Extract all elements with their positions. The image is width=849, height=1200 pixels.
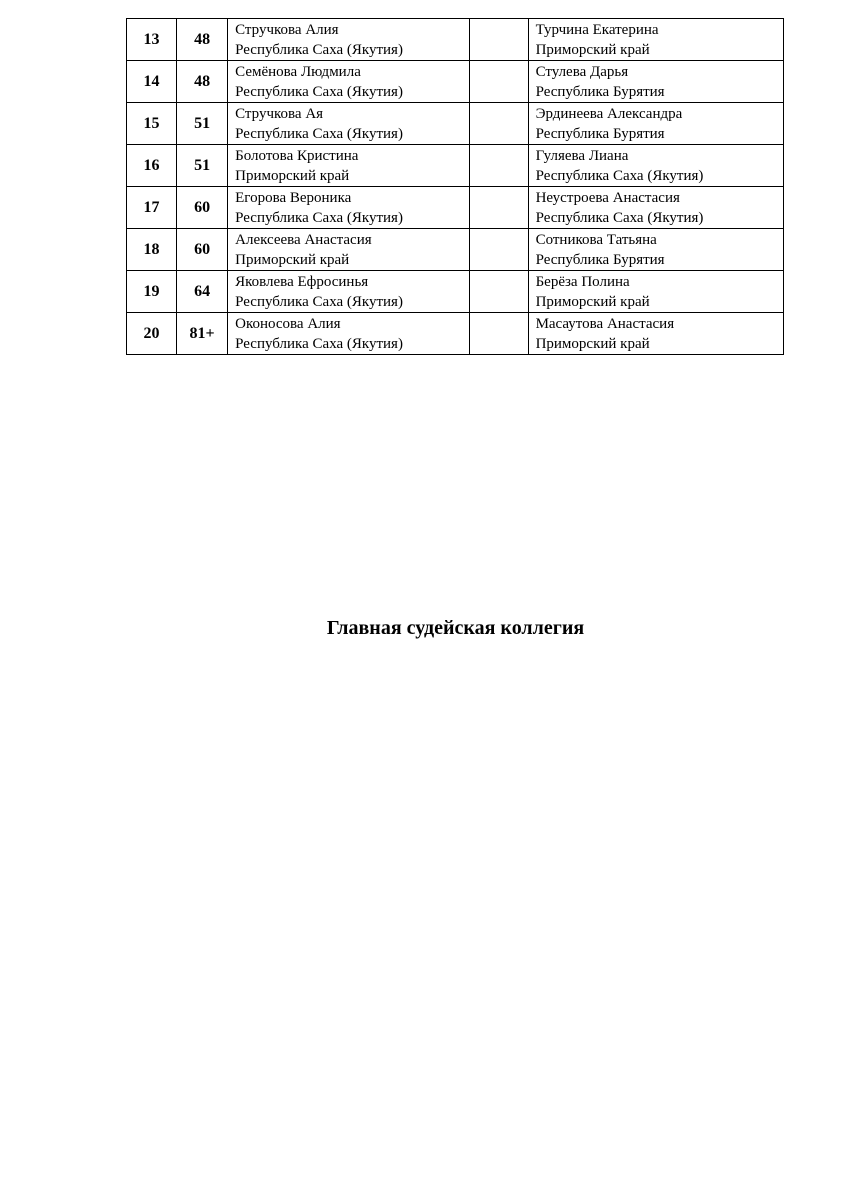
second-athlete <box>528 271 783 313</box>
table-row <box>127 187 784 229</box>
row-number: 20 <box>127 313 177 355</box>
athlete-region: Республика Саха (Якутия) <box>235 294 403 310</box>
first-athlete <box>228 229 470 271</box>
first-athlete <box>228 61 470 103</box>
athlete-name: Семёнова Людмила <box>235 64 361 80</box>
athlete-name: Болотова Кристина <box>235 148 359 164</box>
athlete-name: Гуляева Лиана <box>535 148 629 164</box>
athlete-region: Республика Саха (Якутия) <box>535 210 704 226</box>
table-row <box>127 61 784 103</box>
first-athlete <box>228 271 470 313</box>
athlete-name: Сотникова Татьяна <box>535 232 657 248</box>
table-row <box>127 19 784 61</box>
weight-category: 51 <box>177 145 228 187</box>
athlete-name: Турчина Екатерина <box>535 22 659 38</box>
table-row <box>127 271 784 313</box>
row-number: 19 <box>127 271 177 313</box>
weight-category: 48 <box>177 19 228 61</box>
second-athlete <box>528 229 783 271</box>
first-athlete <box>228 187 470 229</box>
athlete-region: Республика Саха (Якутия) <box>235 84 403 100</box>
table-row <box>127 229 784 271</box>
row-number: 14 <box>127 61 177 103</box>
athlete-region: Республика Саха (Якутия) <box>235 126 403 142</box>
athlete-region: Республика Бурятия <box>535 84 665 100</box>
athlete-region: Приморский край <box>535 42 650 58</box>
empty-cell <box>470 229 528 271</box>
weight-category: 60 <box>177 187 228 229</box>
athlete-name: Алексеева Анастасия <box>235 232 372 248</box>
athlete-name: Оконосова Алия <box>235 316 341 332</box>
athlete-name: Неустроева Анастасия <box>535 190 680 206</box>
athlete-region: Республика Саха (Якутия) <box>235 210 403 226</box>
empty-cell <box>470 103 528 145</box>
empty-cell <box>470 313 528 355</box>
empty-cell <box>470 271 528 313</box>
second-athlete <box>528 145 783 187</box>
athlete-region: Республика Бурятия <box>535 126 665 142</box>
table-row <box>127 145 784 187</box>
weight-category: 64 <box>177 271 228 313</box>
athlete-name: Стручкова Ая <box>235 106 324 122</box>
weight-category: 81+ <box>177 313 228 355</box>
weight-category: 48 <box>177 61 228 103</box>
row-number: 15 <box>127 103 177 145</box>
athlete-region: Приморский край <box>235 252 350 268</box>
athlete-name: Стулева Дарья <box>535 64 629 80</box>
row-number: 16 <box>127 145 177 187</box>
results-table <box>126 18 784 355</box>
athlete-region: Приморский край <box>535 294 650 310</box>
athlete-region: Республика Саха (Якутия) <box>535 168 704 184</box>
athlete-region: Республика Бурятия <box>535 252 665 268</box>
empty-cell <box>470 145 528 187</box>
second-athlete <box>528 61 783 103</box>
row-number: 18 <box>127 229 177 271</box>
empty-cell <box>470 61 528 103</box>
second-athlete <box>528 103 783 145</box>
weight-category: 60 <box>177 229 228 271</box>
first-athlete <box>228 19 470 61</box>
athlete-name: Масаутова Анастасия <box>535 316 675 332</box>
table-row <box>127 313 784 355</box>
athlete-region: Приморский край <box>535 336 650 352</box>
athlete-name: Егорова Вероника <box>235 190 352 206</box>
athlete-region: Республика Саха (Якутия) <box>235 336 403 352</box>
weight-category: 51 <box>177 103 228 145</box>
athlete-region: Приморский край <box>235 168 350 184</box>
first-athlete <box>228 313 470 355</box>
row-number: 13 <box>127 19 177 61</box>
athlete-region: Республика Саха (Якутия) <box>235 42 403 58</box>
athlete-name: Яковлева Ефросинья <box>235 274 369 290</box>
section-title: Главная судейская коллегия <box>326 617 585 639</box>
athlete-name: Берёза Полина <box>535 274 630 290</box>
first-athlete <box>228 145 470 187</box>
first-athlete <box>228 103 470 145</box>
empty-cell <box>470 187 528 229</box>
empty-cell <box>470 19 528 61</box>
row-number: 17 <box>127 187 177 229</box>
athlete-name: Эрдинеева Александра <box>535 106 683 122</box>
table-row <box>127 103 784 145</box>
athlete-name: Стручкова Алия <box>235 22 339 38</box>
second-athlete <box>528 19 783 61</box>
second-athlete <box>528 313 783 355</box>
second-athlete <box>528 187 783 229</box>
